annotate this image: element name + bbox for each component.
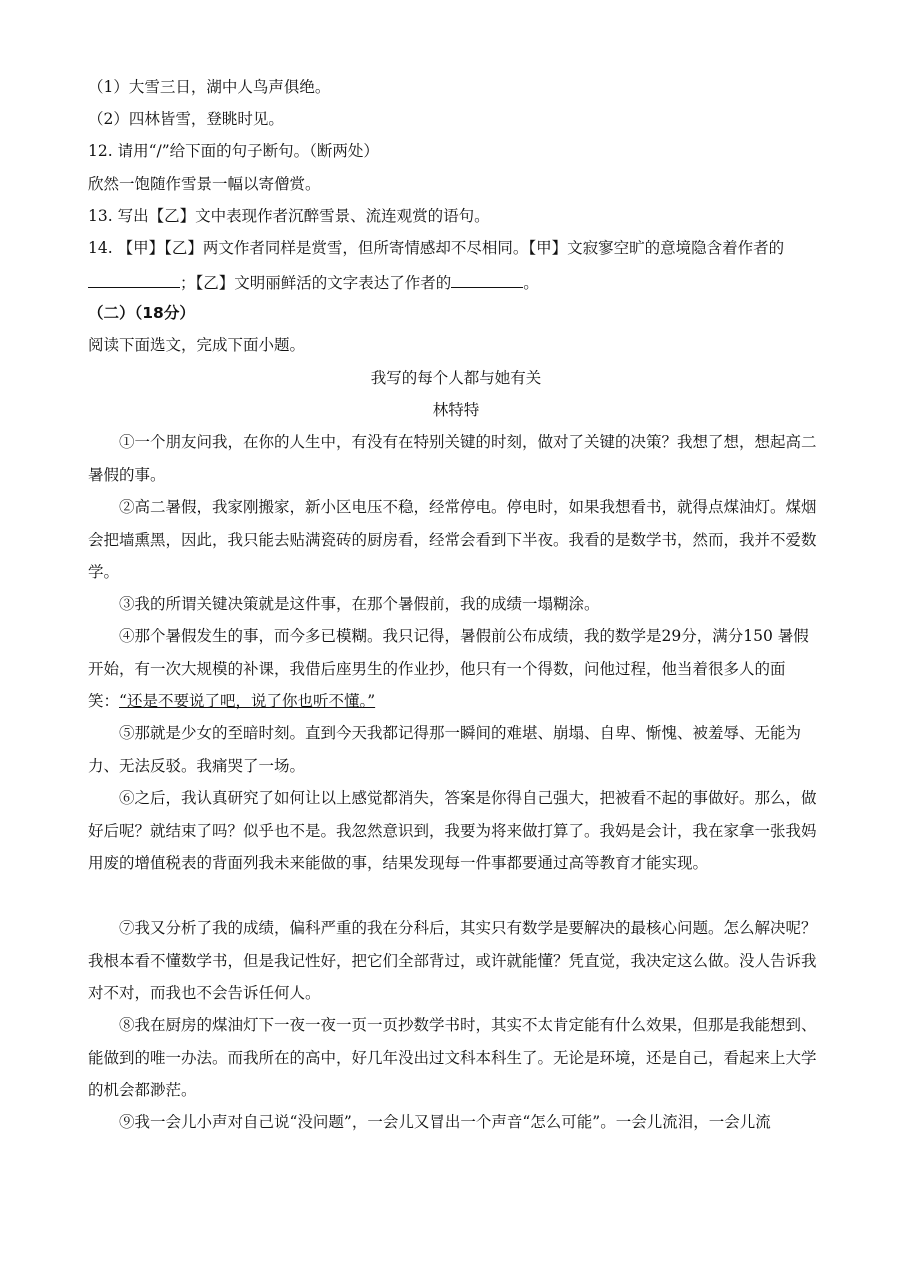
answer-blank-1[interactable]: [88, 271, 180, 288]
q14-line-1: [88, 238, 784, 258]
section-heading: （二）（18分）: [88, 304, 195, 322]
paragraph-2: ②高二暑假，我家刚搬家，新小区电压不稳，经常停电。停电时，如果我想看书，就得点煤油灯。煤烟会把墙熏黑，因此，我只能去贴满瓷砖的厨房看，经常会看到下半夜。我看的是数学书，然而，我并不爱数学。: [88, 498, 817, 581]
paragraph-1: ①一个朋友问我，在你的人生中，有没有在特别关键的时刻，做对了关键的决策？我想了想，想起高二暑假的事。: [88, 433, 817, 484]
section-instruction: 阅读下面选文，完成下面小题。: [88, 336, 306, 354]
answer-blank-2[interactable]: [451, 271, 523, 288]
paragraph-6: ⑥之后，我认真研究了如何让以上感觉都消失，答案是你得自己强大，把被看不起的事做好。那么，做好后呢？就结束了吗？似乎也不是。我忽然意识到，我要为将来做打算了。我妈是会计，我在家拿一张我妈用废的增值税表的背面列我未来能做的事，结果发现每一件事都要通过高等教育才能实现。: [88, 789, 817, 872]
article-author: 林特特: [432, 401, 480, 419]
q12-sentence: 欣然一饱随作雪景一幅以寄僧赏。: [88, 175, 321, 193]
article-title: 我写的每个人都与她有关: [370, 369, 542, 387]
q14-part-2: ；【乙】文明丽鲜活的文字表达了作者的: [180, 274, 452, 292]
q12-prompt: 12. 请用“/”给下面的句子断句。（断两处）: [88, 142, 379, 160]
q14-line-2: [88, 271, 539, 293]
q14-part-1: 14. 【甲】【乙】两文作者同样是赏雪，但所寄情感却不尽相同。【甲】文寂寥空旷的意境隐含着作者的: [88, 239, 785, 257]
paragraph-8: ⑧我在厨房的煤油灯下一夜一夜一页一页抄数学书时，其实不太肯定能有什么效果，但那是我能想到、能做到的唯一办法。而我所在的高中，好几年没出过文科本科生了。无论是环境，还是自己，看起来上大学的机会都渺茫。: [88, 1016, 817, 1099]
q11-item-2: （2）四林皆雪，登眺时见。: [88, 110, 284, 128]
paragraph-9: ⑨我一会儿小声对自己说“没问题”，一会儿又冒出一个声音“怎么可能”。一会儿流泪，一会儿流: [119, 1113, 771, 1131]
q11-item-1: （1）大雪三日，湖中人鸟声俱绝。: [88, 78, 331, 96]
paragraph-4: [88, 620, 824, 718]
paragraph-3: ③我的所谓关键决策就是这件事，在那个暑假前，我的成绩一塌糊涂。: [119, 595, 600, 613]
paragraph-4-text: ④那个暑假发生的事，而今多已模糊。我只记得，暑假前公布成绩，我的数学是29分，满分150 暑假开始，有一次大规模的补课，我借后座男生的作业抄，他只有一个得数，问他过程，他当着很多人的面笑：: [88, 627, 809, 710]
q14-end: 。: [523, 274, 539, 292]
paragraph-4-quote: “还是不要说了吧，说了你也听不懂。”: [119, 692, 376, 710]
paragraph-5: ⑤那就是少女的至暗时刻。直到今天我都记得那一瞬间的难堪、崩塌、自卑、惭愧、被羞辱、无能为力、无法反驳。我痛哭了一场。: [88, 724, 802, 775]
q13-prompt: 13. 写出【乙】文中表现作者沉醉雪景、流连观赏的语句。: [88, 207, 490, 225]
paragraph-7: ⑦我又分析了我的成绩，偏科严重的我在分科后，其实只有数学是要解决的最核心问题。怎么解决呢？我根本看不懂数学书，但是我记性好，把它们全部背过，或许就能懂？凭直觉，我决定这么做。没人告诉我对不对，而我也不会告诉任何人。: [88, 919, 817, 1002]
